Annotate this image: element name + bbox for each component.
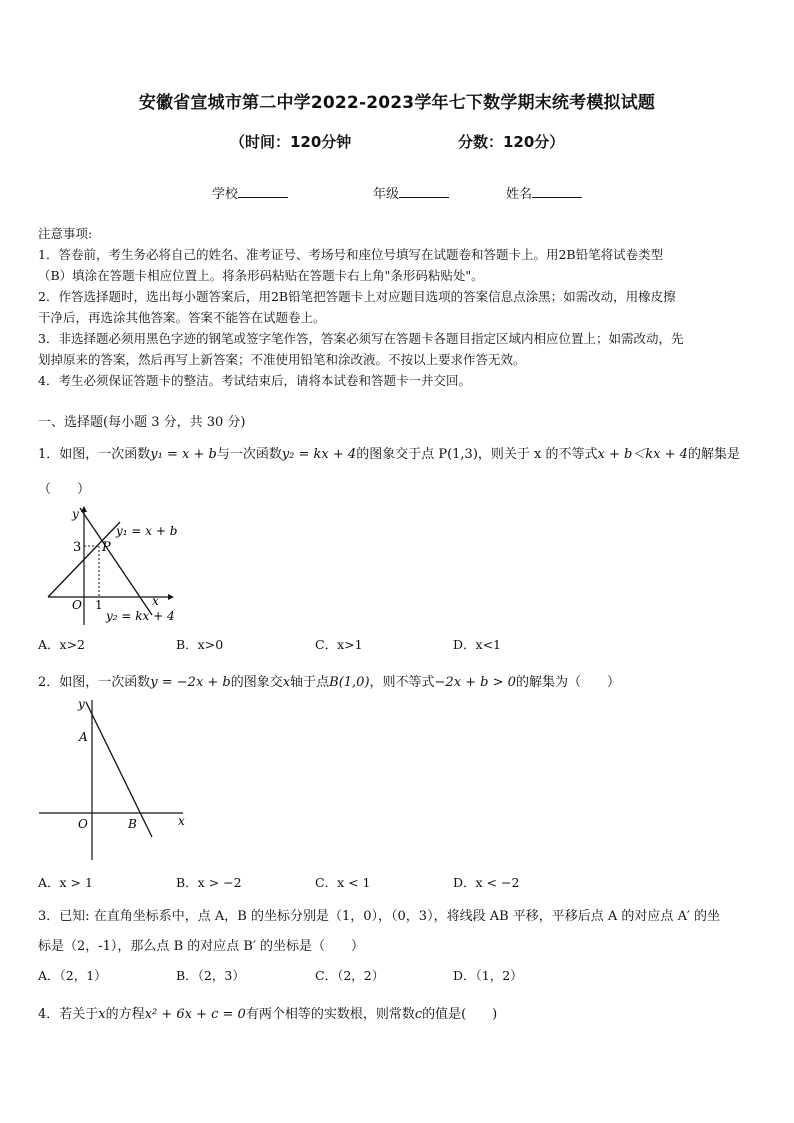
- q2-formula: −2x + b > 0: [434, 675, 516, 690]
- q2-text-part: 2．如图，一次函数: [38, 675, 151, 690]
- school-field: [212, 183, 288, 202]
- section-title: 一、选择题(每小题 3 分，共 30 分): [38, 415, 246, 430]
- q4-formula: x: [98, 1007, 106, 1022]
- q2-text-part: 轴于点: [290, 675, 330, 690]
- q1-text-part: 的解集是: [687, 447, 740, 462]
- q2-option-b[interactable]: B．x > −2: [176, 875, 242, 890]
- q2-formula: y = −2x + b: [150, 675, 231, 690]
- grade-label: 年级: [373, 187, 400, 202]
- page-title: 安徽省宣城市第二中学2022-2023学年七下数学期末统考模拟试题: [138, 93, 656, 113]
- q1-option-d[interactable]: D．x<1: [453, 637, 501, 652]
- q3-option-c[interactable]: C．（2，2）: [315, 968, 385, 983]
- q2-origin-label: O: [78, 817, 88, 831]
- q1-formula: x + b＜kx + 4: [597, 447, 688, 462]
- q1-formula: y₁ = x + b: [150, 447, 217, 462]
- question-4-text: [38, 1003, 497, 1022]
- q3-option-d[interactable]: D．（1，2）: [453, 968, 523, 983]
- q3-option-a[interactable]: A．（2，1）: [38, 968, 107, 983]
- q4-formula: c: [414, 1007, 423, 1022]
- q4-text-part: 的方程: [105, 1007, 145, 1022]
- q1-option-a[interactable]: A．x>2: [38, 637, 86, 652]
- q1-text-part: 的图象交于点 P(1,3)，则关于 x 的不等式: [356, 447, 598, 462]
- q2-formula: x: [282, 675, 291, 690]
- q3-option-b[interactable]: B．（2，3）: [176, 968, 245, 983]
- notes-line: 划掉原来的答案，然后再写上新答案；不准使用铅笔和涂改液。不按以上要求作答无效。: [38, 352, 526, 367]
- q4-text-part: 有两个相等的实数根，则常数: [245, 1007, 415, 1022]
- q1-line2-label: y₂ = kx + 4: [106, 609, 175, 623]
- q1-line1-label: y₁ = x + b: [116, 524, 178, 538]
- q1-y-label: y: [72, 507, 79, 521]
- q4-formula: x² + 6x + c = 0: [144, 1007, 246, 1022]
- grade-blank[interactable]: [399, 185, 449, 198]
- question-2-text: [38, 671, 620, 690]
- q2-option-d[interactable]: D．x < −2: [453, 875, 520, 890]
- name-label: 姓名: [506, 187, 533, 202]
- question-3-line-1: 3．已知: 在直角坐标系中，点 A，B 的坐标分别是（1，0），（0，3），将线段 AB 平移，平移后点 A 的对应点 A′ 的坐: [38, 909, 721, 924]
- score-label: 分数：120分）: [458, 133, 565, 151]
- notes-line: （B）填涂在答题卡相应位置上。将条形码粘贴在答题卡右上角"条形码粘贴处"。: [38, 268, 484, 283]
- time-label: （时间：120分钟: [230, 133, 352, 151]
- q4-text-part: 4．若关于: [38, 1007, 99, 1022]
- q1-point-p: P: [102, 540, 111, 555]
- q2-text-part: 的解集为（ ）: [515, 675, 620, 690]
- q2-line: [86, 702, 152, 837]
- q2-graph: [36, 694, 196, 866]
- question-3-line-2: 标是（2，-1），那么点 B 的对应点 B′ 的坐标是（ ）: [38, 939, 365, 954]
- notes-line: 3．非选择题必须用黑色字迹的钢笔或签字笔作答，答案必须写在答题卡各题目指定区域内相应位置上；如需改动，先: [38, 331, 684, 346]
- q2-point-a: A: [79, 730, 88, 744]
- school-blank[interactable]: [238, 185, 288, 198]
- q2-point-b: B: [128, 817, 137, 831]
- notes-line: 2．作答选择题时，选出每小题答案后，用2B铅笔把答题卡上对应题目选项的答案信息点涂黑；如需改动，用橡皮擦: [38, 289, 676, 304]
- name-field: [506, 183, 582, 202]
- school-label: 学校: [212, 187, 239, 202]
- q1-graph: [40, 500, 200, 630]
- q2-option-c[interactable]: C．x < 1: [315, 875, 371, 890]
- notes-line: 干净后，再选涂其他答案。答案不能答在试题卷上。: [38, 310, 326, 325]
- q2-text-part: 的图象交: [230, 675, 283, 690]
- q2-text-part: ，则不等式: [369, 675, 435, 690]
- notes-heading: 注意事项:: [38, 226, 93, 241]
- notes-block: [38, 223, 683, 391]
- q1-x-label: x: [152, 594, 159, 608]
- q1-option-c[interactable]: C．x>1: [315, 637, 363, 652]
- q1-formula: y₂ = kx + 4: [281, 447, 357, 462]
- q1-origin-label: O: [72, 598, 82, 612]
- q2-y-label: y: [78, 697, 85, 711]
- name-blank[interactable]: [532, 185, 582, 198]
- question-1-text: [38, 443, 740, 462]
- q1-x-arrow-icon: [168, 594, 174, 600]
- q1-tick-3: 3: [73, 540, 82, 555]
- q1-text-part: 与一次函数: [216, 447, 282, 462]
- notes-line: 4．考生必须保证答题卡的整洁。考试结束后，请将本试卷和答题卡一并交回。: [38, 373, 471, 388]
- q1-option-b[interactable]: B．x>0: [176, 637, 224, 652]
- notes-line: 1．答卷前，考生务必将自己的姓名、准考证号、考场号和座位号填写在试题卷和答题卡上。用2B铅笔将试卷类型: [38, 247, 664, 262]
- q2-x-label: x: [178, 814, 185, 828]
- q2-formula: B(1,0): [329, 675, 370, 690]
- q1-answer-paren: （ ）: [38, 482, 91, 497]
- q1-tick-1: 1: [95, 598, 103, 612]
- grade-field: [373, 183, 449, 202]
- q1-text-part: 1．如图，一次函数: [38, 447, 151, 462]
- q4-text-part: 的值是( ): [422, 1007, 498, 1022]
- q2-option-a[interactable]: A．x > 1: [38, 875, 93, 890]
